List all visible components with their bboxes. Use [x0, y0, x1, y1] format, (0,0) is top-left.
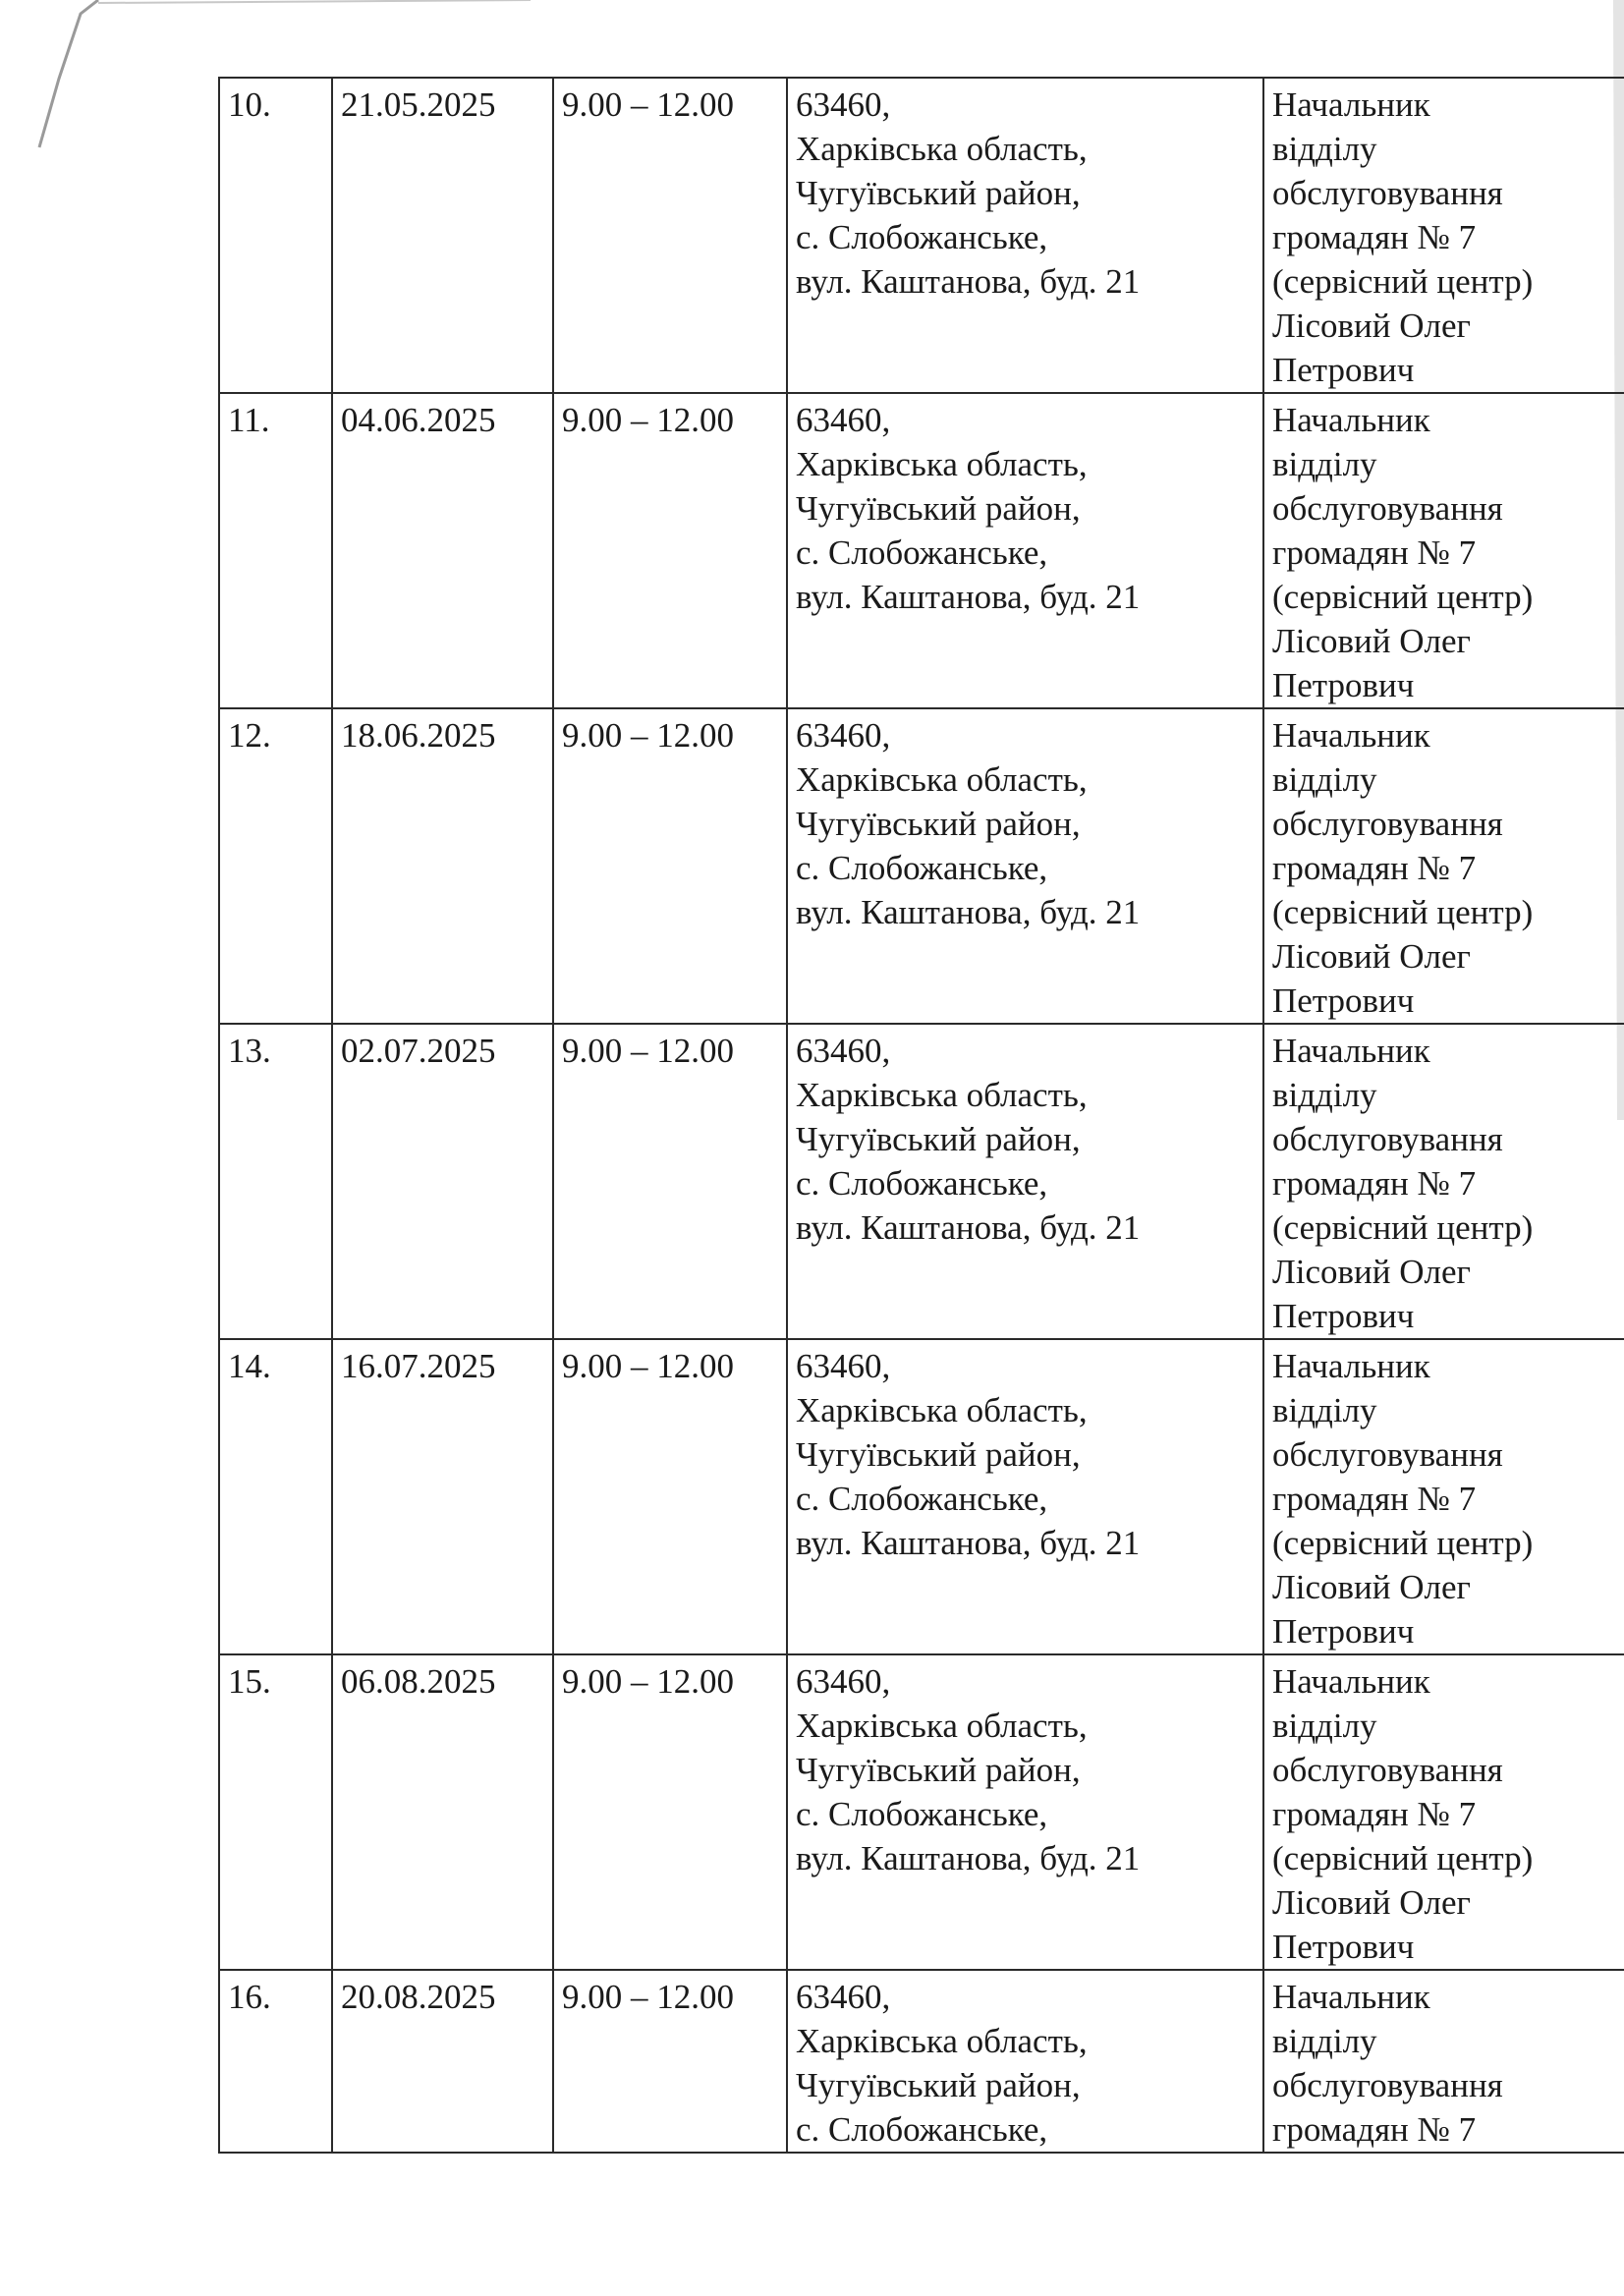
responsible-line: (сервісний центр) — [1272, 893, 1534, 931]
address-cell — [787, 1654, 1263, 1970]
address-line: с. Слобожанське, — [796, 533, 1048, 572]
address-line: с. Слобожанське, — [796, 2110, 1048, 2149]
address-line: Чугуївський район, — [796, 2066, 1081, 2104]
address-line: вул. Каштанова, буд. 21 — [796, 893, 1141, 931]
responsible-line: Петрович — [1272, 1612, 1415, 1651]
address-line: вул. Каштанова, буд. 21 — [796, 262, 1141, 301]
row-number: 11. — [219, 393, 332, 708]
row-number: 16. — [219, 1970, 332, 2153]
responsible-cell — [1263, 393, 1624, 708]
address-line: 63460, — [796, 1032, 891, 1070]
row-number: 13. — [219, 1024, 332, 1339]
responsible-line: Петрович — [1272, 1928, 1415, 1966]
responsible-line: обслуговування — [1272, 1751, 1503, 1789]
table-row — [219, 1339, 1624, 1654]
responsible-line: відділу — [1272, 1707, 1377, 1745]
address-line: Чугуївський район, — [796, 174, 1081, 212]
row-number: 15. — [219, 1654, 332, 1970]
responsible-line: громадян № 7 — [1272, 2110, 1477, 2149]
responsible-line: обслуговування — [1272, 1435, 1503, 1474]
address-cell — [787, 393, 1263, 708]
time-cell: 9.00 – 12.00 — [553, 393, 787, 708]
date-cell: 02.07.2025 — [332, 1024, 553, 1339]
address-line: вул. Каштанова, буд. 21 — [796, 1839, 1141, 1877]
responsible-line: Лісовий Олег — [1272, 1253, 1471, 1291]
address-line: вул. Каштанова, буд. 21 — [796, 578, 1141, 616]
row-number: 14. — [219, 1339, 332, 1654]
responsible-line: обслуговування — [1272, 1120, 1503, 1158]
address-line: вул. Каштанова, буд. 21 — [796, 1208, 1141, 1247]
responsible-line: Начальник — [1272, 85, 1430, 124]
address-cell — [787, 708, 1263, 1024]
address-line: 63460, — [796, 85, 891, 124]
time-cell: 9.00 – 12.00 — [553, 1970, 787, 2153]
address-line: 63460, — [796, 401, 891, 439]
responsible-line: відділу — [1272, 445, 1377, 483]
responsible-line: відділу — [1272, 130, 1377, 168]
time-cell: 9.00 – 12.00 — [553, 1339, 787, 1654]
table-row — [219, 708, 1624, 1024]
responsible-line: обслуговування — [1272, 805, 1503, 843]
address-line: Харківська область, — [796, 1391, 1088, 1429]
responsible-line: Петрович — [1272, 351, 1415, 389]
responsible-line: відділу — [1272, 1391, 1377, 1429]
responsible-line: (сервісний центр) — [1272, 1208, 1534, 1247]
responsible-cell — [1263, 1024, 1624, 1339]
responsible-line: Лісовий Олег — [1272, 937, 1471, 976]
row-number: 12. — [219, 708, 332, 1024]
time-cell: 9.00 – 12.00 — [553, 708, 787, 1024]
responsible-line: Лісовий Олег — [1272, 1883, 1471, 1922]
time-cell: 9.00 – 12.00 — [553, 1024, 787, 1339]
responsible-line: (сервісний центр) — [1272, 1839, 1534, 1877]
table-row — [219, 1024, 1624, 1339]
table-row — [219, 1654, 1624, 1970]
address-cell — [787, 1970, 1263, 2153]
date-cell: 16.07.2025 — [332, 1339, 553, 1654]
time-cell: 9.00 – 12.00 — [553, 78, 787, 393]
responsible-cell — [1263, 1654, 1624, 1970]
responsible-line: обслуговування — [1272, 2066, 1503, 2104]
responsible-line: Лісовий Олег — [1272, 307, 1471, 345]
responsible-line: громадян № 7 — [1272, 1795, 1477, 1833]
responsible-line: Начальник — [1272, 1662, 1430, 1701]
responsible-line: громадян № 7 — [1272, 849, 1477, 887]
address-line: Чугуївський район, — [796, 489, 1081, 528]
responsible-cell — [1263, 78, 1624, 393]
responsible-line: Петрович — [1272, 1297, 1415, 1335]
responsible-line: Начальник — [1272, 1032, 1430, 1070]
responsible-line: Лісовий Олег — [1272, 622, 1471, 660]
responsible-line: Начальник — [1272, 716, 1430, 755]
responsible-cell — [1263, 1339, 1624, 1654]
responsible-line: громадян № 7 — [1272, 533, 1477, 572]
address-line: с. Слобожанське, — [796, 218, 1048, 256]
responsible-line: Начальник — [1272, 1347, 1430, 1385]
address-line: Чугуївський район, — [796, 1120, 1081, 1158]
responsible-line: Петрович — [1272, 666, 1415, 704]
address-line: Чугуївський район, — [796, 1751, 1081, 1789]
address-line: Харківська область, — [796, 1707, 1088, 1745]
responsible-line: громадян № 7 — [1272, 1480, 1477, 1518]
row-number: 10. — [219, 78, 332, 393]
address-line: с. Слобожанське, — [796, 849, 1048, 887]
responsible-line: Начальник — [1272, 1978, 1430, 2016]
table-row — [219, 393, 1624, 708]
table-row — [219, 78, 1624, 393]
date-cell: 18.06.2025 — [332, 708, 553, 1024]
responsible-line: відділу — [1272, 2022, 1377, 2060]
address-line: с. Слобожанське, — [796, 1164, 1048, 1203]
responsible-line: Начальник — [1272, 401, 1430, 439]
address-cell — [787, 1339, 1263, 1654]
responsible-line: громадян № 7 — [1272, 218, 1477, 256]
address-line: Харківська область, — [796, 1076, 1088, 1114]
address-line: с. Слобожанське, — [796, 1795, 1048, 1833]
table-row — [219, 1970, 1624, 2153]
address-line: 63460, — [796, 1662, 891, 1701]
responsible-cell — [1263, 708, 1624, 1024]
address-line: вул. Каштанова, буд. 21 — [796, 1524, 1141, 1562]
address-line: Чугуївський район, — [796, 1435, 1081, 1474]
responsible-line: (сервісний центр) — [1272, 1524, 1534, 1562]
schedule-table — [218, 77, 1624, 2154]
responsible-line: (сервісний центр) — [1272, 262, 1534, 301]
address-cell — [787, 1024, 1263, 1339]
responsible-line: (сервісний центр) — [1272, 578, 1534, 616]
address-line: 63460, — [796, 1347, 891, 1385]
responsible-line: Лісовий Олег — [1272, 1568, 1471, 1606]
address-cell — [787, 78, 1263, 393]
responsible-line: обслуговування — [1272, 174, 1503, 212]
time-cell: 9.00 – 12.00 — [553, 1654, 787, 1970]
date-cell: 04.06.2025 — [332, 393, 553, 708]
date-cell: 20.08.2025 — [332, 1970, 553, 2153]
responsible-cell — [1263, 1970, 1624, 2153]
address-line: 63460, — [796, 716, 891, 755]
address-line: Харківська область, — [796, 130, 1088, 168]
address-line: 63460, — [796, 1978, 891, 2016]
responsible-line: обслуговування — [1272, 489, 1503, 528]
responsible-line: відділу — [1272, 760, 1377, 799]
address-line: Харківська область, — [796, 2022, 1088, 2060]
responsible-line: Петрович — [1272, 981, 1415, 1020]
address-line: Харківська область, — [796, 760, 1088, 799]
address-line: Чугуївський район, — [796, 805, 1081, 843]
address-line: Харківська область, — [796, 445, 1088, 483]
address-line: с. Слобожанське, — [796, 1480, 1048, 1518]
date-cell: 21.05.2025 — [332, 78, 553, 393]
responsible-line: громадян № 7 — [1272, 1164, 1477, 1203]
date-cell: 06.08.2025 — [332, 1654, 553, 1970]
responsible-line: відділу — [1272, 1076, 1377, 1114]
document-page — [218, 77, 1624, 2154]
